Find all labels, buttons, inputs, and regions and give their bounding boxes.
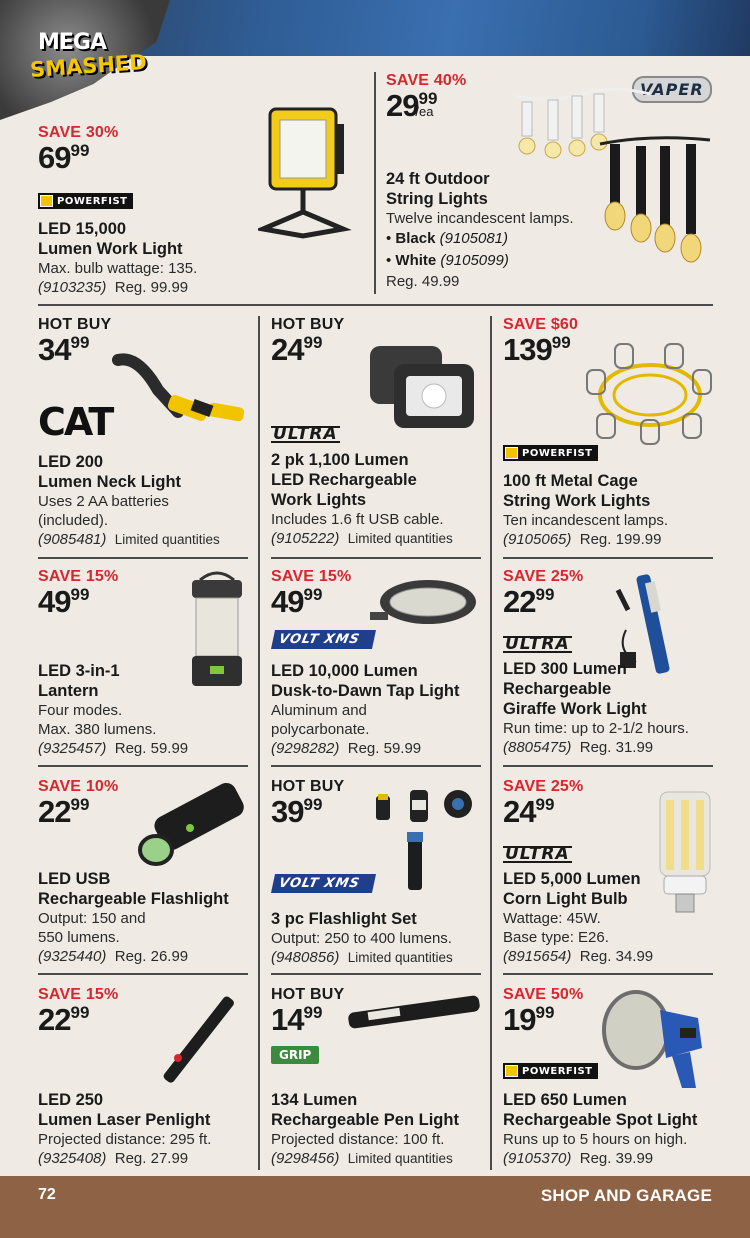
product-spot-light-info bbox=[503, 1090, 718, 1168]
product-title: 24 ft Outdoor bbox=[386, 170, 490, 188]
sku-line: (8805475) Reg. 31.99 bbox=[503, 739, 654, 756]
price: $22^{99}$ bbox=[38, 794, 90, 829]
product-title: Rechargeable Pen Light bbox=[271, 1111, 459, 1129]
product-title: LED 650 Lumen bbox=[503, 1091, 627, 1109]
product-dusk-light[interactable] bbox=[271, 568, 351, 617]
hot-buy-tag: HOT BUY bbox=[271, 778, 345, 795]
product-corn-bulb[interactable] bbox=[503, 778, 583, 827]
product-title: Rechargeable Spot Light bbox=[503, 1111, 698, 1129]
save-tag: SAVE 15% bbox=[271, 568, 352, 585]
product-desc: Uses 2 AA batteries bbox=[38, 493, 169, 510]
price: $22^{99}$ bbox=[38, 1002, 90, 1037]
save-tag: SAVE 30% bbox=[38, 124, 119, 141]
product-desc: Run time: up to 2-1/2 hours. bbox=[503, 720, 689, 737]
price: $22^{99}$ bbox=[503, 584, 555, 619]
ultra-logo: ULTRA bbox=[505, 634, 570, 654]
product-title: LED 3-in-1 bbox=[38, 662, 120, 680]
price: $139^{99}$ bbox=[503, 332, 571, 367]
sku-line: (9298456) Limited quantities bbox=[271, 1150, 453, 1167]
sku-line: (9325408) Reg. 27.99 bbox=[38, 1150, 189, 1167]
product-spot-light[interactable] bbox=[503, 986, 583, 1035]
product-penlight-info bbox=[38, 1090, 253, 1168]
product-rechargeable-work-lights[interactable] bbox=[271, 316, 344, 365]
flashlight-set-image bbox=[370, 776, 480, 896]
price: $49^{99}$ bbox=[271, 584, 323, 619]
product-work-light-info bbox=[38, 219, 268, 297]
product-title: 3 pc Flashlight Set bbox=[271, 910, 417, 928]
penlight-image bbox=[150, 988, 250, 1088]
product-desc: Output: 250 to 400 lumens. bbox=[271, 930, 452, 947]
product-flashlight-set[interactable] bbox=[271, 778, 344, 827]
vaper-logo: VAPER bbox=[632, 80, 712, 100]
product-title: LED 250 bbox=[38, 1091, 104, 1109]
cat-logo: CAT bbox=[38, 400, 113, 444]
save-tag: SAVE 25% bbox=[503, 778, 584, 795]
divider bbox=[490, 316, 492, 1170]
product-title: Rechargeable bbox=[503, 680, 612, 698]
product-title: Lumen Work Light bbox=[38, 240, 183, 258]
product-title: LED 5,000 Lumen bbox=[503, 870, 641, 888]
product-pen-light[interactable] bbox=[271, 986, 344, 1035]
price: $49^{99}$ bbox=[38, 584, 90, 619]
hot-buy-tag: HOT BUY bbox=[38, 316, 112, 333]
product-flashlight-info bbox=[38, 869, 253, 966]
sku-line: (9480856) Limited quantities bbox=[271, 949, 453, 966]
product-title: String Work Lights bbox=[503, 492, 651, 510]
save-tag: SAVE 50% bbox=[503, 986, 584, 1003]
volt-logo: VOLT XMS bbox=[273, 630, 374, 649]
product-corn-bulb-info bbox=[503, 869, 718, 966]
product-cage-lights[interactable] bbox=[503, 316, 578, 365]
product-penlight[interactable] bbox=[38, 986, 118, 1035]
product-desc: Runs up to 5 hours on high. bbox=[503, 1131, 688, 1148]
product-string-lights[interactable] bbox=[386, 72, 466, 121]
sku-line: (9105222) Limited quantities bbox=[271, 530, 453, 547]
divider bbox=[271, 557, 481, 559]
save-tag: SAVE 10% bbox=[38, 778, 119, 795]
product-desc: polycarbonate. bbox=[271, 721, 370, 738]
product-title: Lantern bbox=[38, 682, 99, 700]
sku-line: (9298282) Reg. 59.99 bbox=[271, 740, 422, 757]
sku-line: (9105065) Reg. 199.99 bbox=[503, 531, 662, 548]
product-desc: Wattage: 45W. bbox=[503, 910, 601, 927]
product-giraffe-light-info bbox=[503, 659, 718, 757]
product-title: Rechargeable Flashlight bbox=[38, 890, 229, 908]
product-neck-light[interactable] bbox=[38, 316, 111, 365]
rechargeable-work-lights-image bbox=[360, 340, 480, 435]
save-tag: SAVE 15% bbox=[38, 986, 119, 1003]
sku-line: (9325440) Reg. 26.99 bbox=[38, 948, 189, 965]
price: $19^{99}$ bbox=[503, 1002, 555, 1037]
option-black: • Black (9105081) bbox=[386, 230, 509, 247]
grip-logo: GRIP bbox=[271, 1046, 319, 1064]
dusk-light-image bbox=[370, 572, 480, 632]
work-light-image bbox=[258, 104, 368, 239]
price: $34^{99}$ bbox=[38, 332, 90, 367]
sku-line: (9103235) Reg. 99.99 bbox=[38, 279, 189, 296]
powerfist-logo: POWERFIST bbox=[503, 445, 598, 464]
flashlight-image bbox=[130, 778, 250, 870]
sku-line: (9085481) Limited quantities bbox=[38, 531, 220, 548]
product-giraffe-light[interactable] bbox=[503, 568, 583, 617]
divider bbox=[503, 765, 713, 767]
sku-line: (8915654) Reg. 34.99 bbox=[503, 948, 654, 965]
product-title: 100 ft Metal Cage bbox=[503, 472, 638, 490]
divider bbox=[38, 765, 248, 767]
product-cage-lights-info bbox=[503, 471, 718, 549]
hot-buy-tag: HOT BUY bbox=[271, 316, 345, 333]
page-footer bbox=[0, 1176, 750, 1238]
product-flashlight[interactable] bbox=[38, 778, 118, 827]
price: $39^{99}$ bbox=[271, 794, 323, 829]
product-desc: Projected distance: 100 ft. bbox=[271, 1131, 445, 1148]
product-desc: Max. 380 lumens. bbox=[38, 721, 157, 738]
product-desc: 550 lumens. bbox=[38, 929, 120, 946]
product-title: LED Rechargeable bbox=[271, 471, 417, 489]
section-title: SHOP AND GARAGE bbox=[540, 1186, 712, 1205]
product-desc: Projected distance: 295 ft. bbox=[38, 1131, 212, 1148]
divider bbox=[503, 557, 713, 559]
product-rechargeable-work-lights-info bbox=[271, 450, 486, 548]
page-number: 72 bbox=[38, 1186, 56, 1203]
save-tag: SAVE 25% bbox=[503, 568, 584, 585]
product-title: LED USB bbox=[38, 870, 111, 888]
product-title: Dusk-to-Dawn Tap Light bbox=[271, 682, 460, 700]
save-tag: SAVE 15% bbox=[38, 568, 119, 585]
product-desc: (included). bbox=[38, 512, 109, 529]
divider bbox=[374, 72, 376, 294]
product-title: LED 200 bbox=[38, 453, 104, 471]
product-lantern[interactable] bbox=[38, 568, 118, 617]
divider bbox=[38, 304, 713, 306]
spot-light-image bbox=[600, 988, 716, 1094]
product-pen-light-info bbox=[271, 1090, 486, 1168]
ultra-logo: ULTRA bbox=[273, 424, 338, 444]
product-title: 134 Lumen bbox=[271, 1091, 358, 1109]
option-white: • White (9105099) bbox=[386, 252, 509, 269]
neck-light-image bbox=[108, 350, 248, 440]
product-lantern-info bbox=[38, 661, 253, 758]
powerfist-logo: POWERFIST bbox=[503, 1063, 598, 1082]
product-neck-light-info bbox=[38, 452, 253, 549]
logo-mega: MEGA bbox=[38, 30, 107, 55]
price: $29^{99}/ea$ bbox=[386, 88, 438, 123]
save-tag: SAVE $60 bbox=[503, 316, 579, 333]
divider bbox=[271, 765, 481, 767]
product-title: Lumen Neck Light bbox=[38, 473, 182, 491]
product-desc: Four modes. bbox=[38, 702, 123, 719]
divider bbox=[258, 316, 260, 1170]
product-title: LED 10,000 Lumen bbox=[271, 662, 418, 680]
product-desc: Aluminum and bbox=[271, 702, 367, 719]
divider bbox=[38, 557, 248, 559]
product-title: Giraffe Work Light bbox=[503, 700, 647, 718]
product-title: Lumen Laser Penlight bbox=[38, 1111, 211, 1129]
product-desc: Includes 1.6 ft USB cable. bbox=[271, 511, 444, 528]
price: $24^{99}$ bbox=[503, 794, 555, 829]
product-desc: Output: 150 and bbox=[38, 910, 146, 927]
product-desc: Ten incandescent lamps. bbox=[503, 512, 669, 529]
divider bbox=[38, 973, 248, 975]
volt-logo: VOLT XMS bbox=[273, 874, 374, 893]
product-title: 2 pk 1,100 Lumen bbox=[271, 451, 409, 469]
sku-line: (9105370) Reg. 39.99 bbox=[503, 1150, 654, 1167]
product-title: LED 15,000 bbox=[38, 220, 127, 238]
product-dusk-light-info bbox=[271, 661, 486, 758]
product-title: Corn Light Bulb bbox=[503, 890, 628, 908]
product-flashlight-set-info bbox=[271, 909, 486, 967]
product-title: LED 300 Lumen bbox=[503, 660, 627, 678]
powerfist-logo: POWERFIST bbox=[38, 193, 133, 212]
product-string-lights-info bbox=[386, 169, 616, 291]
price: $69^{99}$ bbox=[38, 140, 90, 175]
divider bbox=[503, 973, 713, 975]
product-desc: Max. bulb wattage: 135. bbox=[38, 260, 198, 277]
ultra-logo: ULTRA bbox=[505, 844, 570, 864]
cage-lights-image bbox=[585, 340, 715, 445]
price: $24^{99}$ bbox=[271, 332, 323, 367]
logo-smashed: SMASHED bbox=[29, 49, 148, 83]
product-title: String Lights bbox=[386, 190, 488, 208]
sku-line: (9325457) Reg. 59.99 bbox=[38, 740, 189, 757]
product-title: Work Lights bbox=[271, 491, 367, 509]
product-desc: Twelve incandescent lamps. bbox=[386, 210, 574, 227]
price: $14^{99}$ bbox=[271, 1002, 323, 1037]
hot-buy-tag: HOT BUY bbox=[271, 986, 345, 1003]
product-desc: Base type: E26. bbox=[503, 929, 609, 946]
divider bbox=[271, 973, 481, 975]
save-tag: SAVE 40% bbox=[386, 72, 467, 89]
product-work-light[interactable] bbox=[38, 124, 118, 173]
reg-price: Reg. 49.99 bbox=[386, 273, 460, 290]
pen-light-image bbox=[344, 988, 484, 1038]
